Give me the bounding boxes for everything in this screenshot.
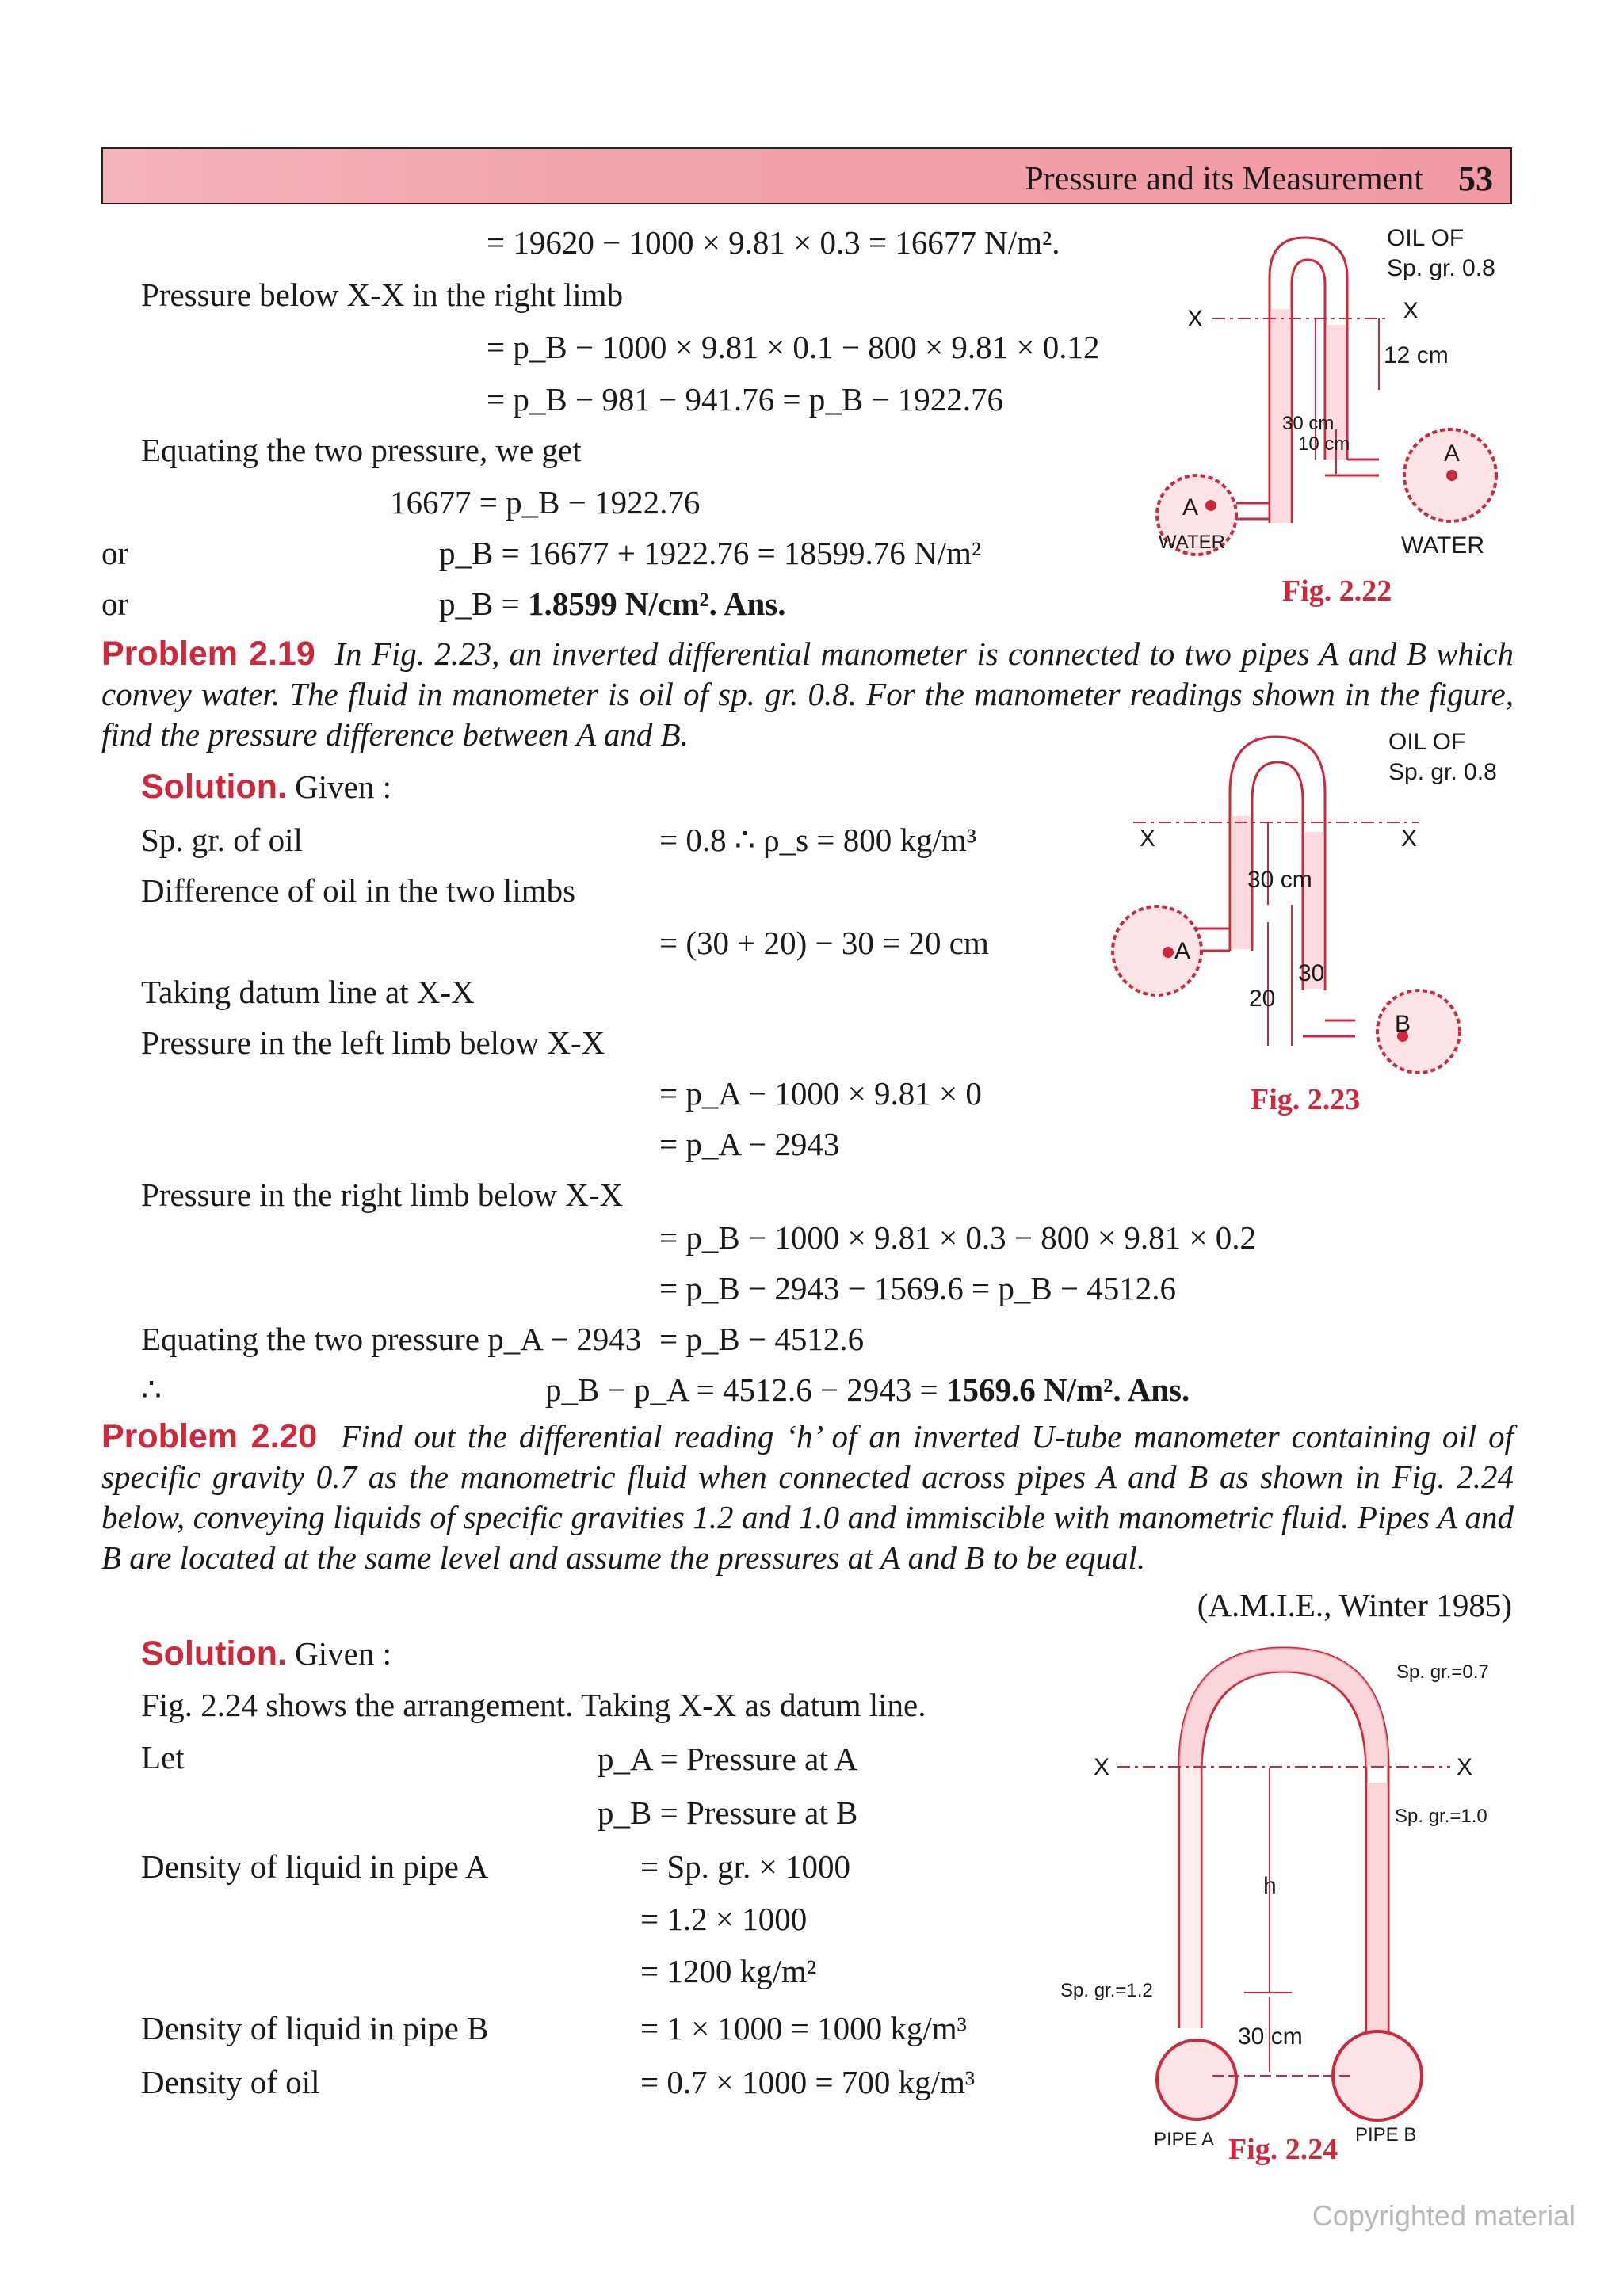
p219-row1-value: = 0.8 ∴ ρ_s = 800 kg/m³ <box>659 822 977 858</box>
p219-row6-label: Pressure in the right limb below X-X <box>141 1177 624 1213</box>
header-title: Pressure and its Measurement <box>1025 161 1423 197</box>
or-label-2: or <box>101 585 129 622</box>
problem-2-20-statement: Find out the differential reading ‘h’ of an inverted U-tube manometer containing oil of specific gravity 0.7 as the manometric fluid when connected across pipes A and B as shown in Fig. 2.24 below, conveying liquids of specific gravities 1.2 and 1.0 and immiscible with manometric fluid. Pipes A and B are located at the same level and assume the pressures at A and B to be equal. <box>101 1418 1514 1576</box>
p219-row2-value: = (30 + 20) − 30 = 20 cm <box>659 925 989 961</box>
p219-result-answer: 1569.6 N/m². Ans. <box>945 1371 1190 1408</box>
eq-line-3: = p_B − 1000 × 9.81 × 0.1 − 800 × 9.81 × 0.12 <box>487 329 1100 365</box>
fig222-a-right: A <box>1444 441 1461 467</box>
p219-row4-value: = p_A − 1000 × 9.81 × 0 <box>659 1075 982 1112</box>
p219-given-label: Given : <box>286 769 391 805</box>
p219-row4-label: Pressure in the left limb below X-X <box>141 1024 605 1061</box>
fig223-30-label: 30 <box>1298 960 1325 986</box>
page-number: 53 <box>1458 159 1493 198</box>
eq-line-4: = p_B − 981 − 941.76 = p_B − 1922.76 <box>487 381 1004 418</box>
eq-line-1: = 19620 − 1000 × 9.81 × 0.3 = 16677 N/m². <box>487 224 1060 261</box>
fig224-pipe-b-label: PIPE B <box>1355 2124 1417 2145</box>
fig222-30cm-label: 30 cm <box>1282 413 1335 434</box>
p220-source: (A.M.I.E., Winter 1985) <box>1197 1587 1512 1623</box>
eq-line-8 <box>439 585 786 622</box>
fig224-pipe-a-label: PIPE A <box>1154 2129 1215 2150</box>
fig224-x-left: X <box>1094 1754 1110 1780</box>
p220-density-b-label: Density of liquid in pipe B <box>141 2010 489 2046</box>
or-label-1: or <box>101 535 129 571</box>
p219-row5-value: = p_A − 2943 <box>659 1126 840 1162</box>
p219-row1-label: Sp. gr. of oil <box>141 822 303 858</box>
fig224-sg10-label: Sp. gr.=1.0 <box>1395 1806 1487 1827</box>
problem-2-19-statement: In Fig. 2.23, an inverted differential manometer is connected to two pipes A and B which convey water. The fluid in manometer is oil of sp. gr. 0.8. For the manometer readings shown in the figure, find the pressure difference between A and B. <box>101 635 1514 753</box>
p220-solution-label: Solution. <box>141 1634 287 1672</box>
p219-row7-value: = p_B − 2943 − 1569.6 = p_B − 4512.6 <box>659 1270 1177 1306</box>
figure-2-23 <box>1102 721 1522 1133</box>
eq-line-2: Pressure below X-X in the right limb <box>141 277 624 313</box>
fig223-30cm-label: 30 cm <box>1247 867 1312 893</box>
fig222-10cm-label: 10 cm <box>1298 433 1350 455</box>
p220-given-label: Given : <box>286 1635 391 1672</box>
p220-pb-def: p_B = Pressure at B <box>598 1794 858 1831</box>
fig224-caption: Fig. 2.24 <box>1228 2133 1338 2166</box>
p220-density-oil-value: = 0.7 × 1000 = 700 kg/m³ <box>640 2064 976 2100</box>
fig223-caption: Fig. 2.23 <box>1251 1083 1361 1116</box>
fig224-sg12-label: Sp. gr.=1.2 <box>1060 1980 1153 2001</box>
p219-result <box>545 1371 1190 1408</box>
eq-line-7: p_B = 16677 + 1922.76 = 18599.76 N/m² <box>439 535 982 571</box>
fig223-oil-label-2: Sp. gr. 0.8 <box>1388 759 1497 785</box>
fig223-x-right: X <box>1401 826 1418 852</box>
p219-result-lhs: p_B − p_A = 4512.6 − 2943 = <box>545 1371 946 1408</box>
eq-line-6: 16677 = p_B − 1922.76 <box>390 484 701 521</box>
figure-2-24 <box>1054 1632 1529 2171</box>
p219-row2-label: Difference of oil in the two limbs <box>141 872 576 909</box>
p219-row6-value: = p_B − 1000 × 9.81 × 0.3 − 800 × 9.81 × 0.2 <box>659 1219 1256 1256</box>
p219-solution-heading <box>141 770 391 804</box>
fig222-x-left: X <box>1187 306 1204 332</box>
p219-row8-label: Equating the two pressure p_A − 2943 <box>141 1321 642 1357</box>
p220-density-a-2: = 1.2 × 1000 <box>640 1901 808 1937</box>
p220-solution-heading <box>141 1634 391 1672</box>
fig224-sg07-label: Sp. gr.=0.7 <box>1396 1661 1489 1683</box>
copyright-footer: Copyrighted material <box>1312 2199 1575 2232</box>
p219-row8-value: = p_B − 4512.6 <box>659 1321 865 1357</box>
therefore-symbol: ∴ <box>141 1371 162 1408</box>
fig222-oil-label-1: OIL OF <box>1387 225 1465 251</box>
fig222-12cm-label: 12 cm <box>1384 342 1449 368</box>
fig222-oil-label-2: Sp. gr. 0.8 <box>1387 255 1495 281</box>
fig222-water-left: WATER <box>1159 532 1225 553</box>
p220-density-a-1: = Sp. gr. × 1000 <box>640 1848 850 1885</box>
fig222-x-right: X <box>1403 298 1419 324</box>
fig224-h-label: h <box>1263 1873 1277 1899</box>
eq-line-5: Equating the two pressure, we get <box>141 432 582 468</box>
p220-density-a-label: Density of liquid in pipe A <box>141 1848 489 1885</box>
fig222-water-right: WATER <box>1401 532 1484 559</box>
p219-row3-label: Taking datum line at X-X <box>141 974 475 1010</box>
fig223-a-label: A <box>1174 938 1191 964</box>
eq-line-8-answer: 1.8599 N/cm². Ans. <box>527 585 786 622</box>
fig222-a-left: A <box>1182 494 1199 521</box>
p220-density-a-3: = 1200 kg/m² <box>640 1953 817 1989</box>
page-header <box>101 147 1512 204</box>
problem-2-20-label: Problem 2.20 <box>101 1417 318 1455</box>
p220-let: Let <box>141 1739 185 1775</box>
problem-2-19-label: Problem 2.19 <box>101 635 315 673</box>
fig223-b-label: B <box>1395 1011 1411 1037</box>
problem-2-20-text <box>101 1417 1514 1578</box>
fig223-20-label: 20 <box>1249 986 1276 1012</box>
p220-arrangement: Fig. 2.24 shows the arrangement. Taking X-X as datum line. <box>141 1687 926 1723</box>
fig223-x-left: X <box>1140 826 1156 852</box>
p220-density-oil-label: Density of oil <box>141 2064 320 2100</box>
p220-density-b-value: = 1 × 1000 = 1000 kg/m³ <box>640 2010 967 2046</box>
eq-line-8-lhs: p_B = <box>439 585 528 622</box>
fig223-oil-label-1: OIL OF <box>1388 729 1466 755</box>
p220-pa-def: p_A = Pressure at A <box>598 1741 858 1777</box>
fig224-x-right: X <box>1457 1754 1473 1780</box>
figure-2-22 <box>1141 222 1522 618</box>
fig222-caption: Fig. 2.22 <box>1282 574 1392 608</box>
fig224-30cm-label: 30 cm <box>1238 2023 1303 2050</box>
p219-solution-label: Solution. <box>141 768 287 806</box>
